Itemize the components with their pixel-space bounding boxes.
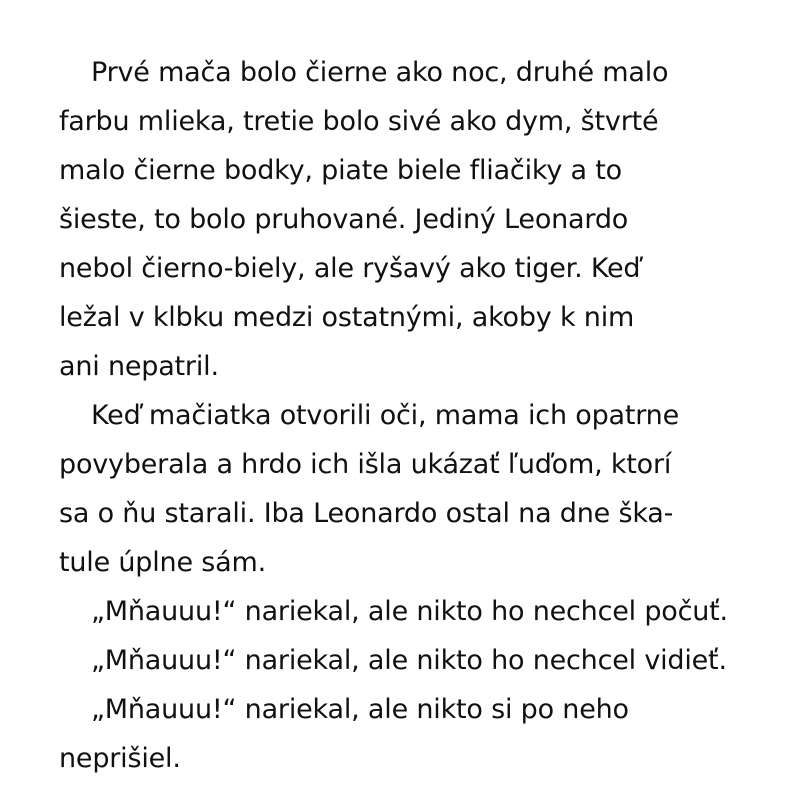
- text-line: tule úplne sám.: [59, 547, 266, 578]
- text-line: „Mňauuu!“ nariekal, ale nikto ho nechcel počuť.: [91, 596, 728, 627]
- text-line: sa o ňu starali. Iba Leonardo ostal na dne ška-: [59, 498, 674, 529]
- text-line: ležal v klbku medzi ostatnými, akoby k nim: [59, 302, 635, 333]
- text-line: povyberala a hrdo ich išla ukázať ľuďom, ktorí: [59, 449, 672, 480]
- text-line: Keď mačiatka otvorili oči, mama ich opatrne: [91, 400, 679, 431]
- text-line: „Mňauuu!“ nariekal, ale nikto ho nechcel vidieť.: [91, 645, 727, 676]
- text-line: malo čierne bodky, piate biele fliačiky a to: [59, 155, 622, 186]
- text-line: nebol čierno-biely, ale ryšavý ako tiger. Keď: [59, 253, 641, 284]
- text-line: neprišiel.: [59, 743, 181, 774]
- text-line: Prvé mača bolo čierne ako noc, druhé malo: [91, 57, 669, 88]
- text-line: šieste, to bolo pruhované. Jediný Leonardo: [59, 204, 629, 235]
- text-line: ani nepatril.: [59, 351, 219, 382]
- text-line: „Mňauuu!“ nariekal, ale nikto si po neho: [91, 694, 629, 725]
- text-line: farbu mlieka, tretie bolo sivé ako dym, štvrté: [59, 106, 659, 137]
